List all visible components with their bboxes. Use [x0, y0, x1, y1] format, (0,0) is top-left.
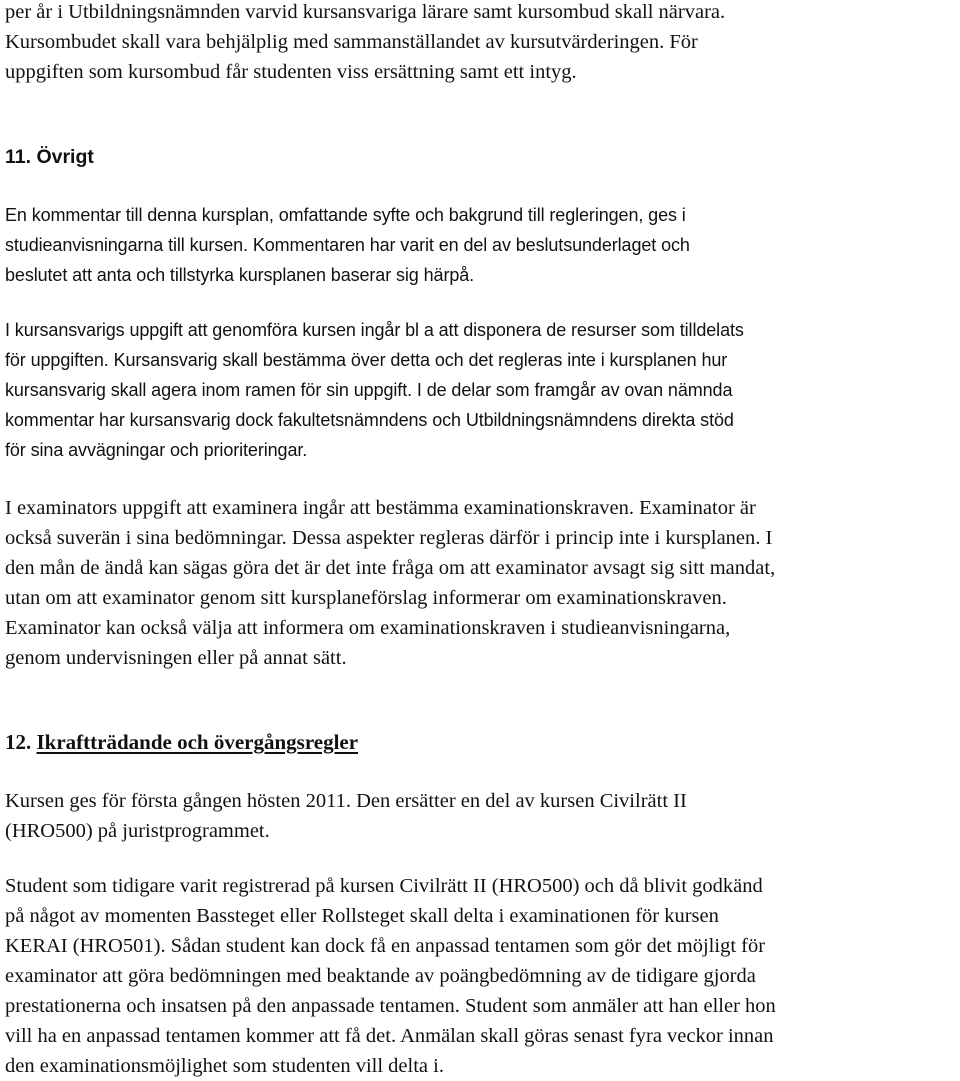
text-line: för uppgiften. Kursansvarig skall bestämma över detta och det regleras inte i kursplanen hur [5, 350, 728, 370]
text-line: KERAI (HRO501). Sådan student kan dock få en anpassad tentamen som gör det möjligt för [5, 935, 766, 957]
text-line: kursansvarig skall agera inom ramen för sin uppgift. I de delar som framgår av ovan nämnda [5, 380, 733, 400]
text-line: på något av momenten Bassteget eller Rollsteget skall delta i examinationen för kursen [5, 905, 719, 927]
text-line: En kommentar till denna kursplan, omfattande syfte och bakgrund till regleringen, ges i [5, 205, 686, 225]
section-12-paragraph-1 [5, 786, 687, 846]
text-line: Student som tidigare varit registrerad på kursen Civilrätt II (HRO500) och då blivit godkänd [5, 875, 763, 897]
text-line: den mån de ändå kan sägas göra det är det inte fråga om att examinator avsagt sig sitt mandat, [5, 557, 776, 579]
text-line: också suverän i sina bedömningar. Dessa aspekter regleras därför i princip inte i kursplanen. I [5, 527, 773, 549]
text-line: Kursen ges för första gången hösten 2011. Den ersätter en del av kursen Civilrätt II [5, 790, 687, 812]
text-line: beslutet att anta och tillstyrka kursplanen baserar sig härpå. [5, 265, 475, 285]
text-line: prestationerna och insatsen på den anpassade tentamen. Student som anmäler att han eller hon [5, 995, 776, 1017]
text-line: Examinator kan också välja att informera om examinationskraven i studieanvisningarna, [5, 617, 731, 639]
text-line: (HRO500) på juristprogrammet. [5, 820, 270, 842]
text-line: studieanvisningarna till kursen. Kommentaren har varit en del av beslutsunderlaget och [5, 235, 690, 255]
text-line: examinator att göra bedömningen med beaktande av poängbedömning av de tidigare gjorda [5, 965, 756, 987]
text-line: vill ha en anpassad tentamen kommer att få det. Anmälan skall göras senast fyra veckor innan [5, 1025, 774, 1047]
section-11-paragraph-2 [5, 315, 744, 465]
section-12-number: 12. [5, 730, 32, 754]
section-11-heading: 11. Övrigt [5, 146, 94, 168]
text-line: Kursombudet skall vara behjälplig med sammanställandet av kursutvärderingen. För [5, 31, 698, 53]
section-12-title: Ikraftträdande och övergångsregler [36, 730, 359, 754]
text-line: den examinationsmöjlighet som studenten vill delta i. [5, 1055, 444, 1077]
text-line: uppgiften som kursombud får studenten viss ersättning samt ett intyg. [5, 61, 577, 83]
intro-paragraph [5, 0, 725, 87]
text-line: I kursansvarigs uppgift att genomföra kursen ingår bl a att disponera de resurser som tilldelats [5, 320, 744, 340]
section-11-paragraph-3 [5, 493, 775, 673]
section-12-heading [5, 727, 358, 757]
section-12-paragraph-2 [5, 871, 776, 1081]
text-line: kommentar har kursansvarig dock fakultetsnämndens och Utbildningsnämndens direkta stöd [5, 410, 734, 430]
section-11-paragraph-1 [5, 200, 690, 290]
text-line: utan om att examinator genom sitt kursplaneförslag informerar om examinationskraven. [5, 587, 727, 609]
text-line: per år i Utbildningsnämnden varvid kursansvariga lärare samt kursombud skall närvara. [5, 1, 726, 23]
text-line: I examinators uppgift att examinera ingår att bestämma examinationskraven. Examinator är [5, 497, 756, 519]
text-line: för sina avvägningar och prioriteringar. [5, 440, 308, 460]
text-line: genom undervisningen eller på annat sätt. [5, 647, 347, 669]
